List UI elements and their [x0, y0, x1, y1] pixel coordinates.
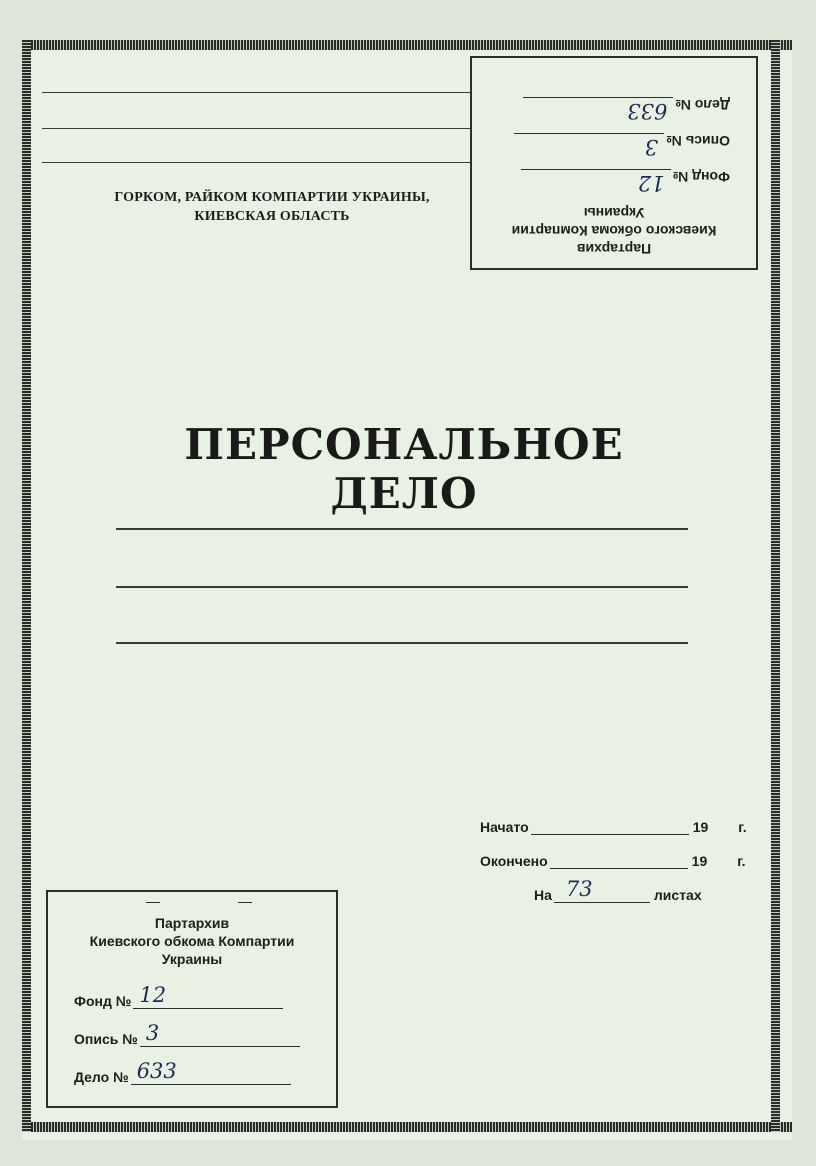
sheets-row [534, 877, 702, 903]
name-rule-3 [116, 642, 688, 644]
stamp-line-2: Киевского обкома Компартии [89, 933, 295, 949]
sheets-suffix: листах [653, 887, 702, 903]
started-line [531, 818, 689, 835]
started-year-label: 19 [692, 819, 709, 835]
started-label: Начато [480, 819, 529, 835]
stamp-line-3: Украины [161, 951, 223, 967]
stamp-inverted-fond-label: Фонд № [672, 169, 730, 185]
sheets-prefix: На [534, 887, 552, 903]
folder-cover [22, 40, 792, 1140]
stamp-fond-value: 12 [139, 983, 167, 1007]
ended-row [480, 852, 746, 869]
organization-line-1: ГОРКОМ, РАЙКОМ КОМПАРТИИ УКРАИНЫ, [114, 190, 430, 205]
ended-line [550, 852, 688, 869]
stamp-inverted-opis-label: Опись № [666, 133, 730, 149]
stamp-inverted-delo-value: 633 [627, 99, 668, 123]
stamp-inverted-line-2: Киевского обкома Компартии [511, 223, 717, 239]
stamp-line-1: Партархив [154, 915, 230, 931]
organization-line-2: КИЕВСКАЯ ОБЛАСТЬ [194, 209, 350, 224]
stamp-opis-label: Опись № [74, 1031, 138, 1047]
sheets-count-value: 73 [565, 877, 593, 901]
archive-stamp [46, 890, 338, 1108]
started-row [480, 818, 747, 835]
ended-label: Окончено [480, 853, 548, 869]
stamp-opis-value: 3 [145, 1021, 160, 1045]
border-bottom [22, 1122, 792, 1132]
name-rule-2 [116, 586, 688, 588]
ended-year-suffix: г. [737, 853, 746, 869]
name-rule-1 [116, 528, 688, 530]
sheets-line [554, 877, 650, 903]
ended-year-label: 19 [691, 853, 708, 869]
stamp-top-dash-2 [238, 902, 252, 903]
stamp-delo-label: Дело № [74, 1069, 129, 1085]
border-right [771, 40, 780, 1132]
started-year-suffix: г. [738, 819, 747, 835]
header-rule-1 [42, 92, 470, 93]
archive-stamp-inverted [470, 56, 758, 270]
stamp-top-dash [146, 902, 160, 903]
stamp-inverted-line-1: Партархив [576, 241, 652, 257]
stamp-inverted-opis-value: 3 [644, 135, 659, 159]
header-rule-3 [42, 162, 470, 163]
issuing-organization [82, 188, 462, 226]
stamp-inverted-delo-label: Дело № [675, 97, 730, 113]
stamp-fond-label: Фонд № [74, 993, 132, 1009]
stamp-inverted-fond-value: 12 [637, 171, 665, 195]
stamp-delo-value: 633 [136, 1059, 177, 1083]
header-rule-2 [42, 128, 470, 129]
page-title: ПЕРСОНАЛЬНОЕ ДЕЛО [184, 420, 624, 518]
border-left [22, 40, 31, 1132]
stamp-inverted-line-3: Украины [583, 205, 645, 221]
border-top [22, 40, 792, 50]
